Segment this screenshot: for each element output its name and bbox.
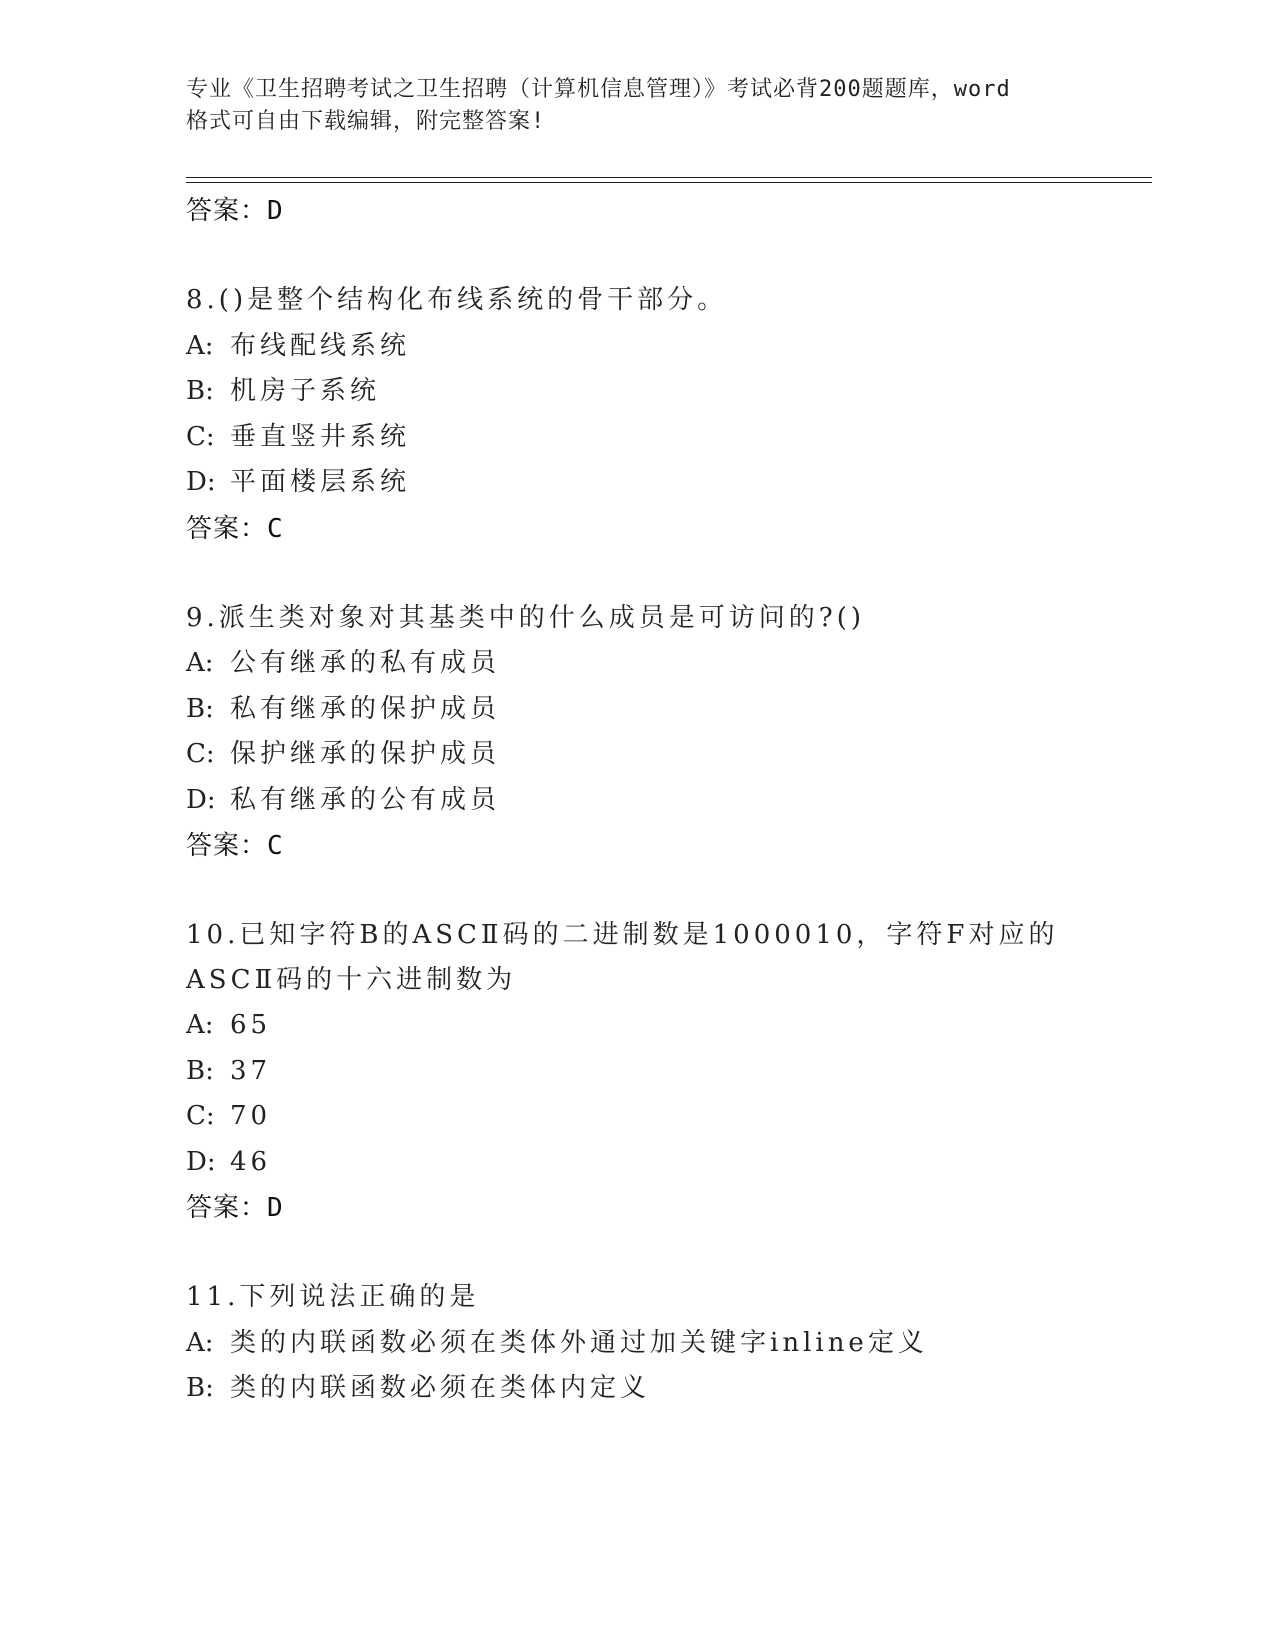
answer-line <box>186 1185 1152 1231</box>
question-item <box>186 913 1152 1231</box>
answer-line <box>186 823 1152 869</box>
answer-label: 答案： <box>186 196 268 226</box>
option-letter: A: <box>186 1010 214 1040</box>
option-text: 70 <box>230 1101 272 1131</box>
option-letter: D: <box>186 467 216 497</box>
header-line-1: 专业《卫生招聘考试之卫生招聘（计算机信息管理）》考试必背200题题库，word <box>186 77 1011 102</box>
header-divider-bottom <box>186 182 1152 183</box>
option-text: 布线配线系统 <box>230 330 411 361</box>
option-letter: C: <box>186 421 215 452</box>
option-text: 平面楼层系统 <box>230 467 411 497</box>
option-letter: D: <box>186 784 216 815</box>
question-text: 10.已知字符B的ASCⅡ码的二进制数是1000010，字符F对应的ASCⅡ码的十六进制数为 <box>186 920 1059 995</box>
option-b <box>186 687 1152 733</box>
option-a <box>186 1003 1152 1049</box>
answer-line <box>186 188 1152 234</box>
option-text: 机房子系统 <box>230 376 381 406</box>
option-letter: C: <box>186 739 215 769</box>
question-item <box>186 596 1152 870</box>
option-b <box>186 1366 1152 1412</box>
option-letter: C: <box>186 1101 215 1131</box>
option-c <box>186 415 1152 461</box>
document-header <box>186 74 1086 138</box>
option-letter: B: <box>186 693 214 724</box>
question-item <box>186 1275 1152 1412</box>
option-text: 私有继承的公有成员 <box>230 784 501 815</box>
option-d <box>186 460 1152 506</box>
option-a <box>186 641 1152 687</box>
option-text: 类的内联函数必须在类体内定义 <box>230 1373 651 1403</box>
option-letter: A: <box>186 1327 214 1358</box>
header-line-2: 格式可自由下载编辑，附完整答案! <box>186 109 546 134</box>
option-c <box>186 1094 1152 1140</box>
option-text: 65 <box>230 1010 272 1040</box>
option-d <box>186 1140 1152 1186</box>
answer-value: C <box>267 831 284 861</box>
option-text: 保护继承的保护成员 <box>230 739 501 769</box>
option-a <box>186 1321 1152 1367</box>
option-text: 37 <box>230 1055 272 1086</box>
option-b <box>186 1049 1152 1095</box>
answer-line <box>186 506 1152 552</box>
option-b <box>186 369 1152 415</box>
option-letter: B: <box>186 376 214 406</box>
answer-value: D <box>267 1193 284 1223</box>
answer-label: 答案： <box>186 1193 268 1223</box>
option-letter: A: <box>186 648 214 678</box>
option-a <box>186 324 1152 370</box>
option-d <box>186 778 1152 824</box>
option-text: 私有继承的保护成员 <box>230 693 501 724</box>
option-letter: B: <box>186 1055 214 1086</box>
question-text: 11.下列说法正确的是 <box>186 1282 480 1312</box>
answer-label: 答案： <box>186 831 268 861</box>
option-text: 类的内联函数必须在类体外通过加关键字inline定义 <box>230 1327 928 1358</box>
answer-label: 答案： <box>186 513 268 544</box>
option-letter: D: <box>186 1146 216 1177</box>
option-letter: B: <box>186 1373 214 1403</box>
question-item <box>186 278 1152 552</box>
option-c <box>186 732 1152 778</box>
option-text: 垂直竖井系统 <box>230 421 411 452</box>
option-text: 公有继承的私有成员 <box>230 648 501 678</box>
option-text: 46 <box>230 1146 272 1177</box>
question-text: 8.()是整个结构化布线系统的骨干部分。 <box>186 285 728 315</box>
question-text: 9.派生类对象对其基类中的什么成员是可访问的?() <box>186 602 866 633</box>
header-divider-top <box>186 177 1152 178</box>
answer-value: D <box>267 196 284 226</box>
option-letter: A: <box>186 330 214 361</box>
question-list <box>186 188 1152 1412</box>
answer-value: C <box>267 513 284 544</box>
